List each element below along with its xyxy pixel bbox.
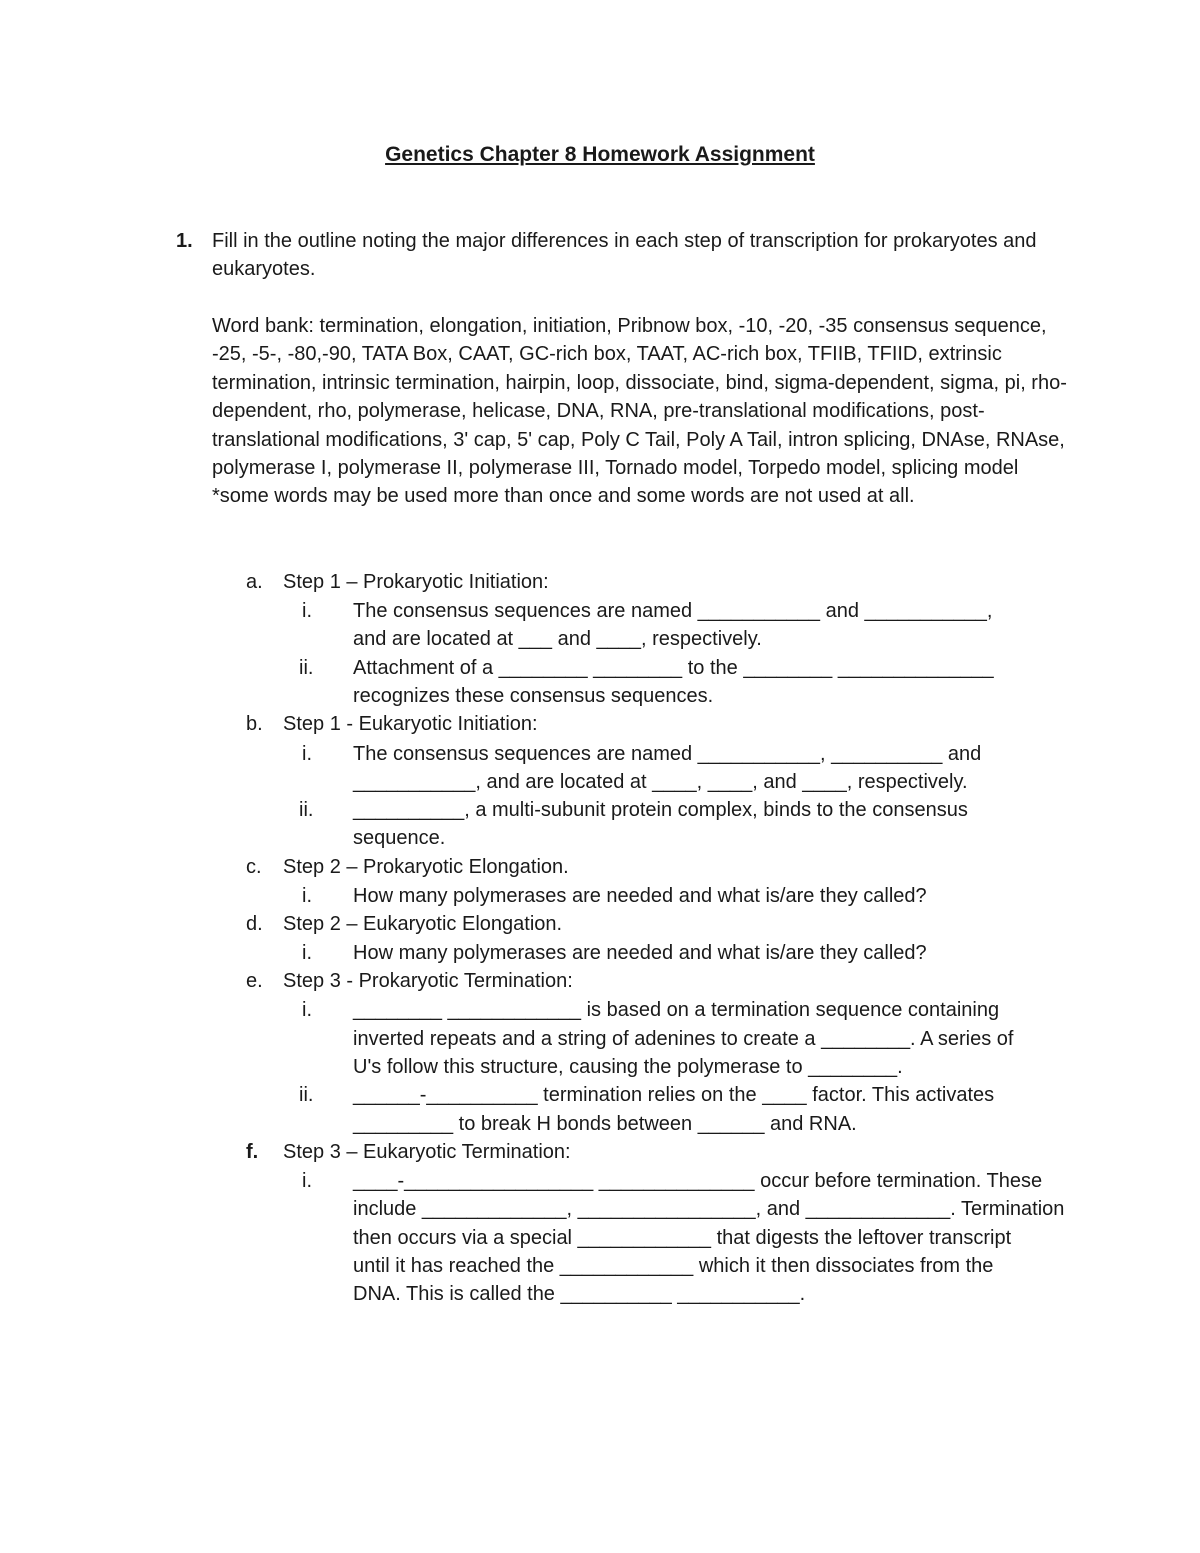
item-line: ________ ____________ is based on a termination sequence containing — [353, 999, 1000, 1021]
outline-heading-d: Step 2 – Eukaryotic Elongation. — [283, 913, 563, 935]
item-line: U's follow this structure, causing the polymerase to ________. — [353, 1056, 903, 1078]
item-line: ___________, and are located at ____, ____, and ____, respectively. — [353, 771, 968, 793]
item-line: recognizes these consensus sequences. — [353, 685, 714, 707]
item-line: then occurs via a special ____________ that digests the leftover transcript — [353, 1227, 1012, 1249]
word-bank-text: Word bank: termination, elongation, initiation, Pribnow box, -10, -20, -35 consensus sequence, -25, -5-, -80,-90, TATA Box, CAAT, GC-rich box, TAAT, AC-rich box, TFIIB, TFIID, extrinsic termination, intrinsic termination, hairpin, loop, dissociate, bind, sigma-dependent, sigma, pi, rho-dependent, rho, polymerase, helicase, DNA, RNA, pre-translational modifications, post-translational modifications, 3' cap, 5' cap, Poly C Tail, Poly A Tail, intron splicing, DNAse, RNAse, polymerase I, polymerase II, polymerase III, Tornado model, Torpedo model, splicing model — [212, 315, 1067, 480]
page-title: Genetics Chapter 8 Homework Assignment — [385, 143, 815, 166]
item-line: How many polymerases are needed and what is/are they called? — [353, 942, 927, 964]
word-bank — [212, 312, 1072, 511]
outline-heading-b: Step 1 - Eukaryotic Initiation: — [283, 713, 538, 735]
outline-label-e: e. — [246, 970, 263, 992]
outline-label-c: c. — [246, 856, 262, 878]
outline-label-f: f. — [246, 1141, 259, 1163]
item-line: DNA. This is called the __________ ___________. — [353, 1283, 806, 1305]
item-line: include _____________, ________________, and _____________. Termination — [353, 1198, 1065, 1220]
item-line: until it has reached the ____________ which it then dissociates from the — [353, 1255, 994, 1277]
item-label: i. — [302, 999, 312, 1021]
item-line: ____-_________________ ______________ occur before termination. These — [353, 1170, 1043, 1192]
item-line: inverted repeats and a string of adenines to create a ________. A series of — [353, 1028, 1014, 1050]
item-line: The consensus sequences are named ___________ and ___________, — [353, 600, 993, 622]
item-line: Attachment of a ________ ________ to the ________ ______________ — [353, 657, 994, 679]
outline-heading-c: Step 2 – Prokaryotic Elongation. — [283, 856, 569, 878]
item-label: ii. — [299, 657, 314, 679]
question-number: 1. — [176, 230, 193, 252]
item-line: _________ to break H bonds between ______ and RNA. — [353, 1113, 857, 1135]
item-label: i. — [302, 1170, 312, 1192]
item-label: i. — [302, 600, 312, 622]
outline-heading-e: Step 3 - Prokaryotic Termination: — [283, 970, 573, 992]
outline-label-a: a. — [246, 571, 263, 593]
outline-heading-f: Step 3 – Eukaryotic Termination: — [283, 1141, 571, 1163]
outline-heading-a: Step 1 – Prokaryotic Initiation: — [283, 571, 549, 593]
word-bank-note: *some words may be used more than once and some words are not used at all. — [212, 485, 915, 508]
outline-label-b: b. — [246, 713, 263, 735]
item-line: sequence. — [353, 827, 446, 849]
item-label: ii. — [299, 799, 314, 821]
item-line: __________, a multi-subunit protein complex, binds to the consensus — [353, 799, 968, 821]
item-label: i. — [302, 885, 312, 907]
item-label: i. — [302, 942, 312, 964]
outline-label-d: d. — [246, 913, 263, 935]
item-line: and are located at ___ and ____, respectively. — [353, 628, 762, 650]
item-line: The consensus sequences are named ___________, __________ and — [353, 743, 982, 765]
question-prompt: Fill in the outline noting the major differences in each step of transcription for prokaryotes and eukaryotes. — [212, 230, 1037, 281]
item-line: ______-__________ termination relies on the ____ factor. This activates — [353, 1084, 995, 1106]
item-line: How many polymerases are needed and what is/are they called? — [353, 885, 927, 907]
item-label: ii. — [299, 1084, 314, 1106]
item-label: i. — [302, 743, 312, 765]
